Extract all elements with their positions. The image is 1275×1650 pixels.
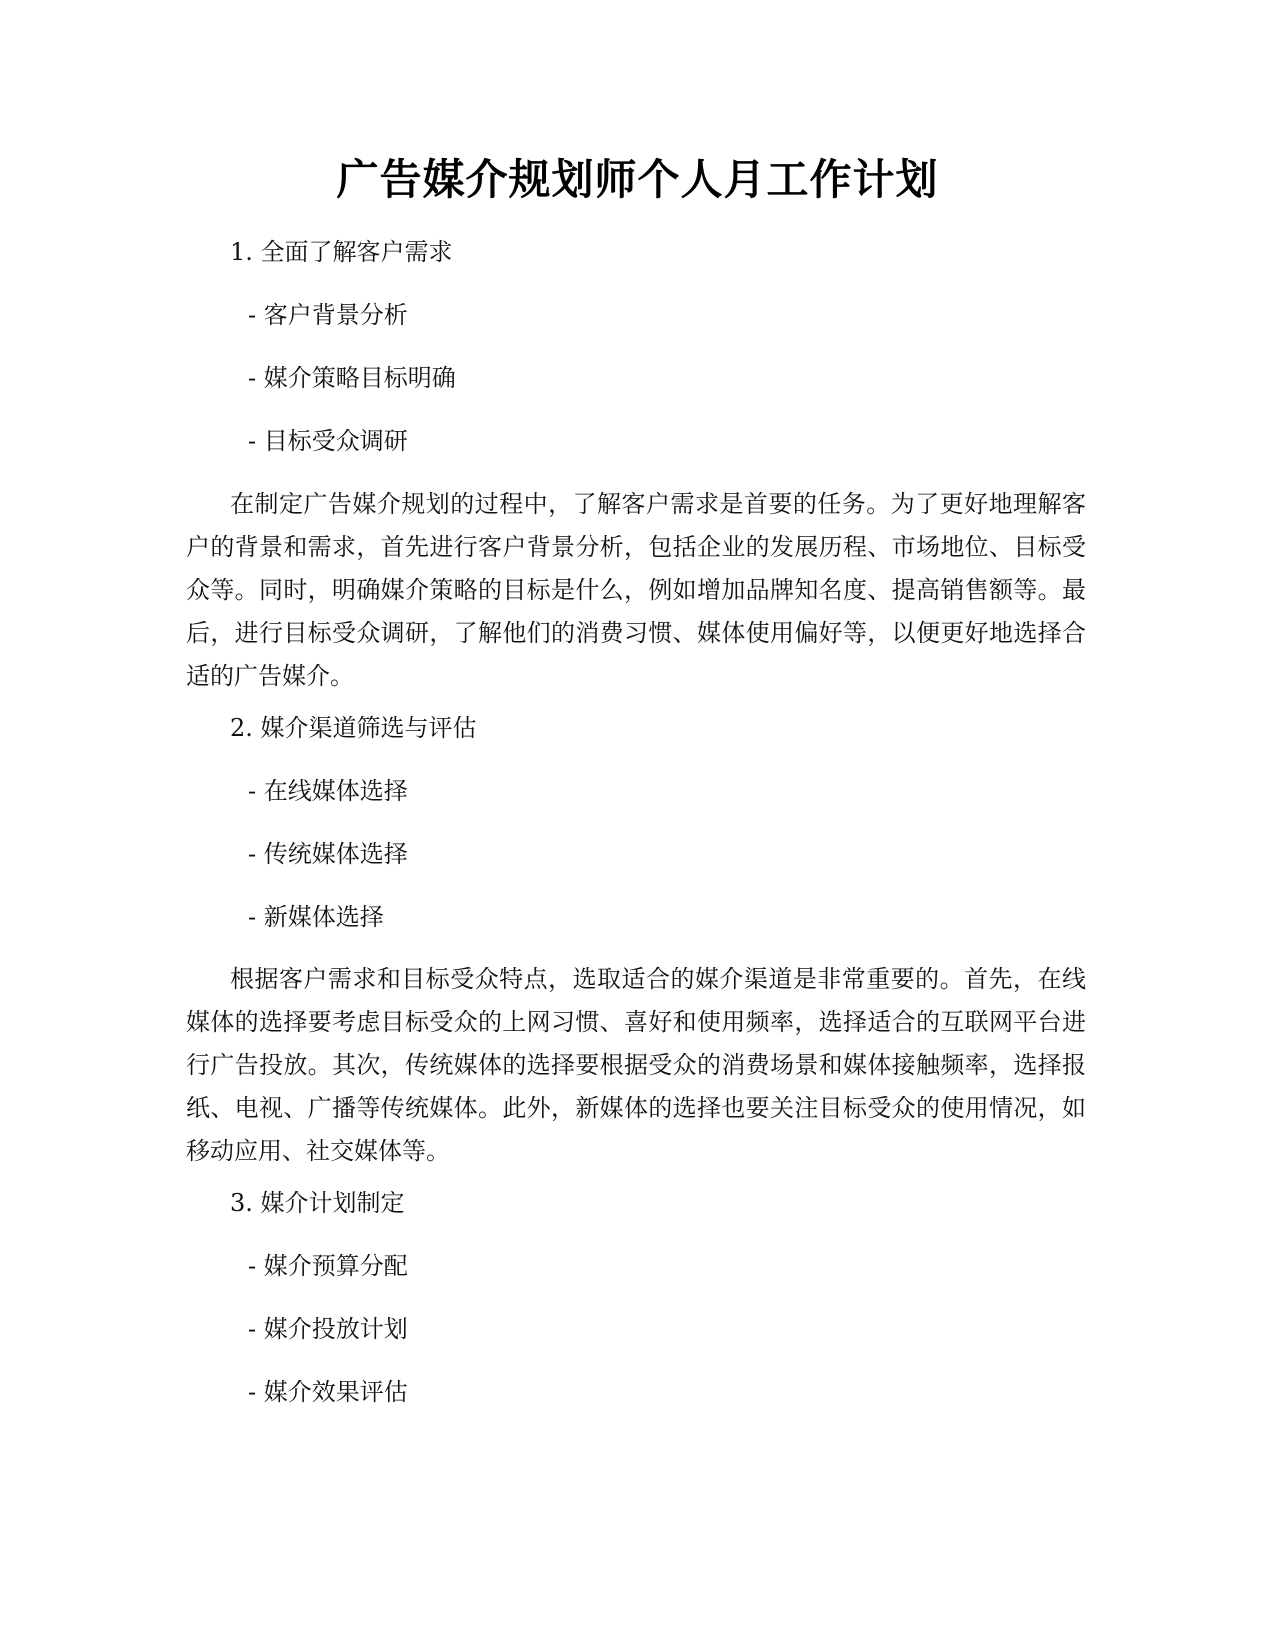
section-heading-3: 3. 媒介计划制定 xyxy=(230,1189,405,1217)
bullet-item: - 媒介预算分配 xyxy=(248,1252,408,1280)
section-heading-2: 2. 媒介渠道筛选与评估 xyxy=(230,714,477,742)
section-heading-1: 1. 全面了解客户需求 xyxy=(230,238,453,266)
bullet-item: - 目标受众调研 xyxy=(248,427,408,455)
bullet-item: - 新媒体选择 xyxy=(248,903,384,931)
body-paragraph-2: 根据客户需求和目标受众特点，选取适合的媒介渠道是非常重要的。首先，在线媒体的选择要考虑目标受众的上网习惯、喜好和使用频率，选择适合的互联网平台进行广告投放。其次，传统媒体的选择要根据受众的消费场景和媒体接触频率，选择报纸、电视、广播等传统媒体。此外，新媒体的选择也要关注目标受众的使用情况，如移动应用、社交媒体等。 xyxy=(186,965,1086,1165)
page-title: 广告媒介规划师个人月工作计划 xyxy=(336,155,939,204)
bullet-item: - 媒介效果评估 xyxy=(248,1378,408,1406)
bullet-item: - 传统媒体选择 xyxy=(248,840,408,868)
bullet-item: - 客户背景分析 xyxy=(248,301,408,329)
bullet-item: - 媒介投放计划 xyxy=(248,1315,408,1343)
bullet-item: - 媒介策略目标明确 xyxy=(248,364,456,392)
body-paragraph-1: 在制定广告媒介规划的过程中，了解客户需求是首要的任务。为了更好地理解客户的背景和需求，首先进行客户背景分析，包括企业的发展历程、市场地位、目标受众等。同时，明确媒介策略的目标是什么，例如增加品牌知名度、提高销售额等。最后，进行目标受众调研，了解他们的消费习惯、媒体使用偏好等，以便更好地选择合适的广告媒介。 xyxy=(186,490,1086,690)
bullet-item: - 在线媒体选择 xyxy=(248,777,408,805)
